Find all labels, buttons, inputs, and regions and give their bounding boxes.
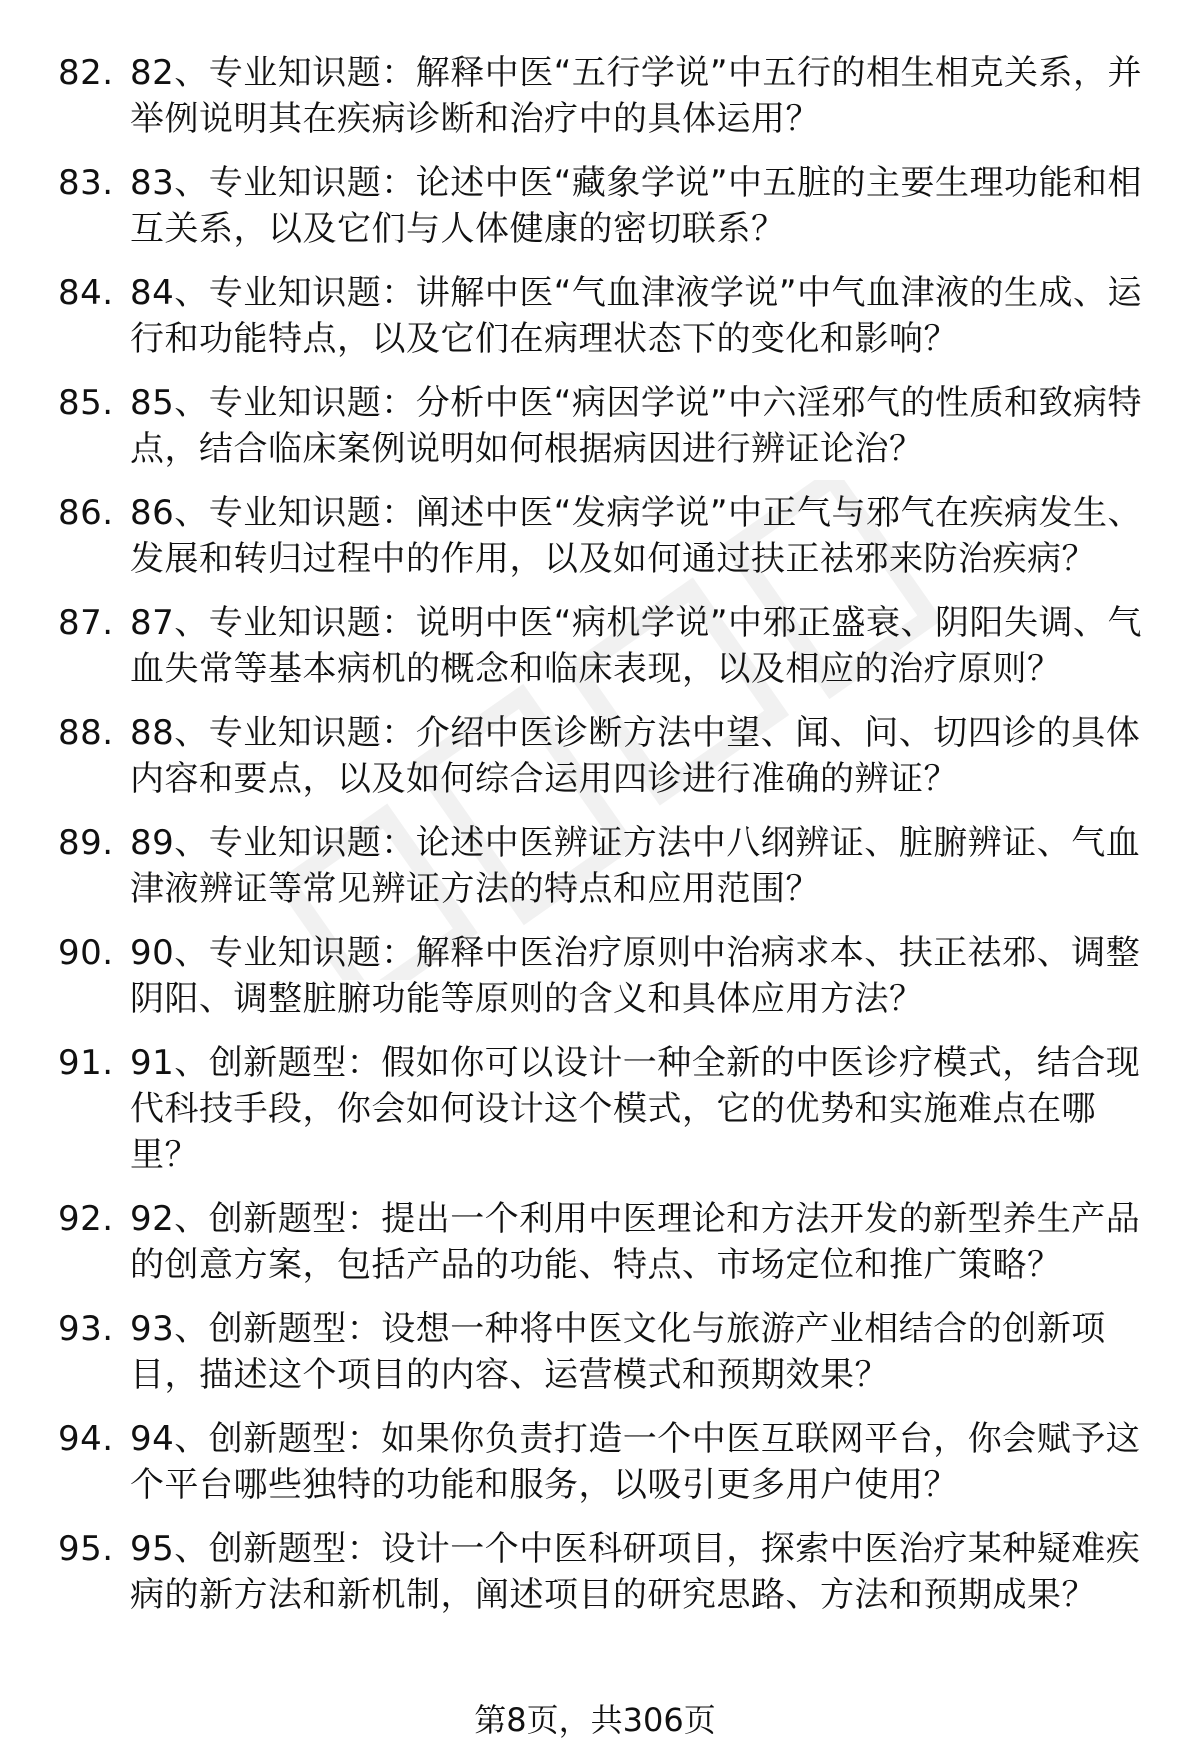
list-item <box>0 820 1190 912</box>
list-item <box>0 160 1190 252</box>
list-item <box>0 270 1190 362</box>
question-text: 87、专业知识题：说明中医“病机学说”中邪正盛衰、阴阳失调、气血失常等基本病机的概念和临床表现，以及相应的治疗原则？ <box>130 603 1142 689</box>
question-number: 84. <box>58 273 114 313</box>
question-number: 88. <box>58 713 114 753</box>
question-number: 85. <box>58 383 114 423</box>
question-text: 84、专业知识题：讲解中医“气血津液学说”中气血津液的生成、运行和功能特点，以及它们在病理状态下的变化和影响？ <box>130 273 1142 359</box>
question-text: 88、专业知识题：介绍中医诊断方法中望、闻、问、切四诊的具体内容和要点，以及如何综合运用四诊进行准确的辨证？ <box>130 713 1141 799</box>
list-item <box>0 1040 1190 1178</box>
list-item <box>0 710 1190 802</box>
question-number: 90. <box>58 933 114 973</box>
list-item <box>0 50 1190 142</box>
list-item <box>0 490 1190 582</box>
question-list <box>0 50 1190 1636</box>
page-number-label: 第8页，共306页 <box>474 1701 716 1739</box>
question-text: 83、专业知识题：论述中医“藏象学说”中五脏的主要生理功能和相互关系，以及它们与人体健康的密切联系？ <box>130 163 1142 249</box>
list-item <box>0 600 1190 692</box>
question-number: 94. <box>58 1419 114 1459</box>
question-number: 93. <box>58 1309 114 1349</box>
question-number: 92. <box>58 1199 114 1239</box>
list-item <box>0 1196 1190 1288</box>
question-text: 85、专业知识题：分析中医“病因学说”中六淫邪气的性质和致病特点，结合临床案例说明如何根据病因进行辨证论治？ <box>130 383 1142 469</box>
page-footer <box>0 1700 1190 1740</box>
question-text: 93、创新题型：设想一种将中医文化与旅游产业相结合的创新项目，描述这个项目的内容、运营模式和预期效果？ <box>130 1309 1106 1395</box>
question-text: 82、专业知识题：解释中医“五行学说”中五行的相生相克关系，并举例说明其在疾病诊断和治疗中的具体运用？ <box>130 53 1142 139</box>
list-item <box>0 380 1190 472</box>
question-number: 86. <box>58 493 114 533</box>
question-text: 92、创新题型：提出一个利用中医理论和方法开发的新型养生产品的创意方案，包括产品的功能、特点、市场定位和推广策略？ <box>130 1199 1141 1285</box>
question-number: 82. <box>58 53 114 93</box>
question-text: 95、创新题型：设计一个中医科研项目，探索中医治疗某种疑难疾病的新方法和新机制，阐述项目的研究思路、方法和预期成果？ <box>130 1529 1141 1615</box>
list-item <box>0 1526 1190 1618</box>
question-text: 89、专业知识题：论述中医辨证方法中八纲辨证、脏腑辨证、气血津液辨证等常见辨证方法的特点和应用范围？ <box>130 823 1141 909</box>
list-item <box>0 1416 1190 1508</box>
question-number: 89. <box>58 823 114 863</box>
question-number: 95. <box>58 1529 114 1569</box>
question-text: 94、创新题型：如果你负责打造一个中医互联网平台，你会赋予这个平台哪些独特的功能和服务，以吸引更多用户使用？ <box>130 1419 1141 1505</box>
list-item <box>0 930 1190 1022</box>
question-number: 91. <box>58 1043 114 1083</box>
question-text: 90、专业知识题：解释中医治疗原则中治病求本、扶正祛邪、调整阴阳、调整脏腑功能等原则的含义和具体应用方法？ <box>130 933 1141 1019</box>
question-text: 86、专业知识题：阐述中医“发病学说”中正气与邪气在疾病发生、发展和转归过程中的作用，以及如何通过扶正祛邪来防治疾病？ <box>130 493 1142 579</box>
list-item <box>0 1306 1190 1398</box>
question-text: 91、创新题型：假如你可以设计一种全新的中医诊疗模式，结合现代科技手段，你会如何设计这个模式，它的优势和实施难点在哪里？ <box>130 1043 1141 1175</box>
question-number: 87. <box>58 603 114 643</box>
question-number: 83. <box>58 163 114 203</box>
